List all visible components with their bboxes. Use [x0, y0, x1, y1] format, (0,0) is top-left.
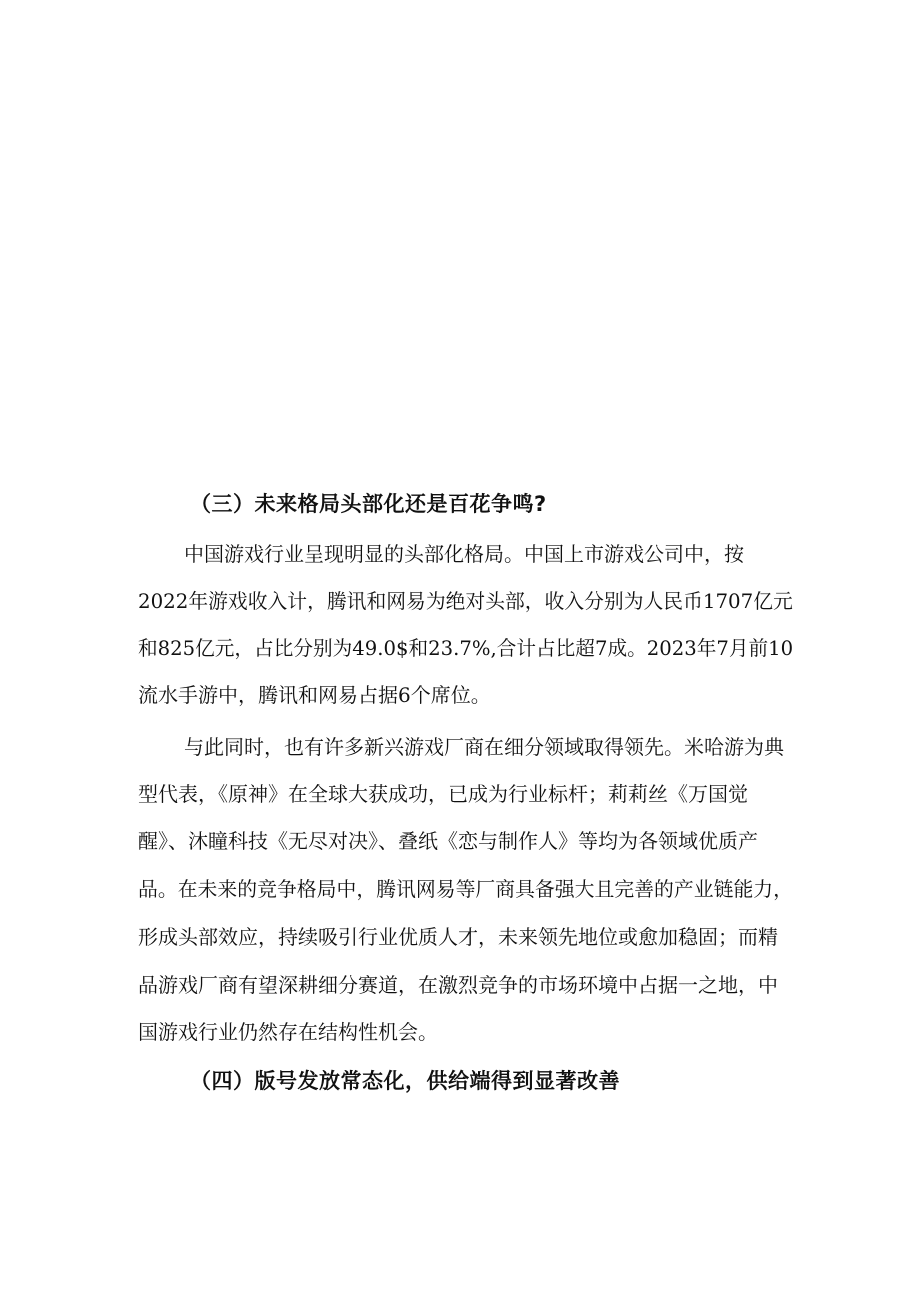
paragraph-line: 品游戏厂商有望深耕细分赛道，在激烈竞争的市场环境中占据一之地，中	[138, 973, 778, 997]
section-heading-4: （四）版号发放常态化，供给端得到显著改善	[190, 1069, 620, 1093]
paragraph-line: 国游戏行业仍然存在结构性机会。	[138, 1020, 438, 1044]
paragraph-line: 醒》、沐瞳科技《无尽对决》、叠纸《恋与制作人》等均为各领域优质产	[138, 829, 758, 853]
paragraph-line: 2022年游戏收入计，腾讯和网易为绝对头部，收入分别为人民币1707亿元	[138, 589, 793, 613]
paragraph-line: 型代表，《原神》在全球大获成功，已成为行业标杆；莉莉丝《万国觉	[138, 782, 748, 806]
paragraph-line: 形成头部效应，持续吸引行业优质人才，未来领先地位或愈加稳固；而精	[138, 925, 778, 949]
section-heading-3: （三）未来格局头部化还是百花争鸣?	[190, 492, 547, 516]
paragraph-line: 品。在未来的竞争格局中，腾讯网易等厂商具备强大且完善的产业链能力，	[138, 877, 793, 901]
paragraph-line: 流水手游中，腾讯和网易占据6个席位。	[138, 683, 491, 707]
paragraph-line: 与此同时，也有许多新兴游戏厂商在细分领域取得领先。米哈游为典	[184, 735, 784, 759]
paragraph-line: 中国游戏行业呈现明显的头部化格局。中国上市游戏公司中，按	[184, 542, 744, 566]
paragraph-line: 和825亿元，占比分别为49.0$和23.7%,合计占比超7成。2023年7月前10	[138, 636, 794, 660]
